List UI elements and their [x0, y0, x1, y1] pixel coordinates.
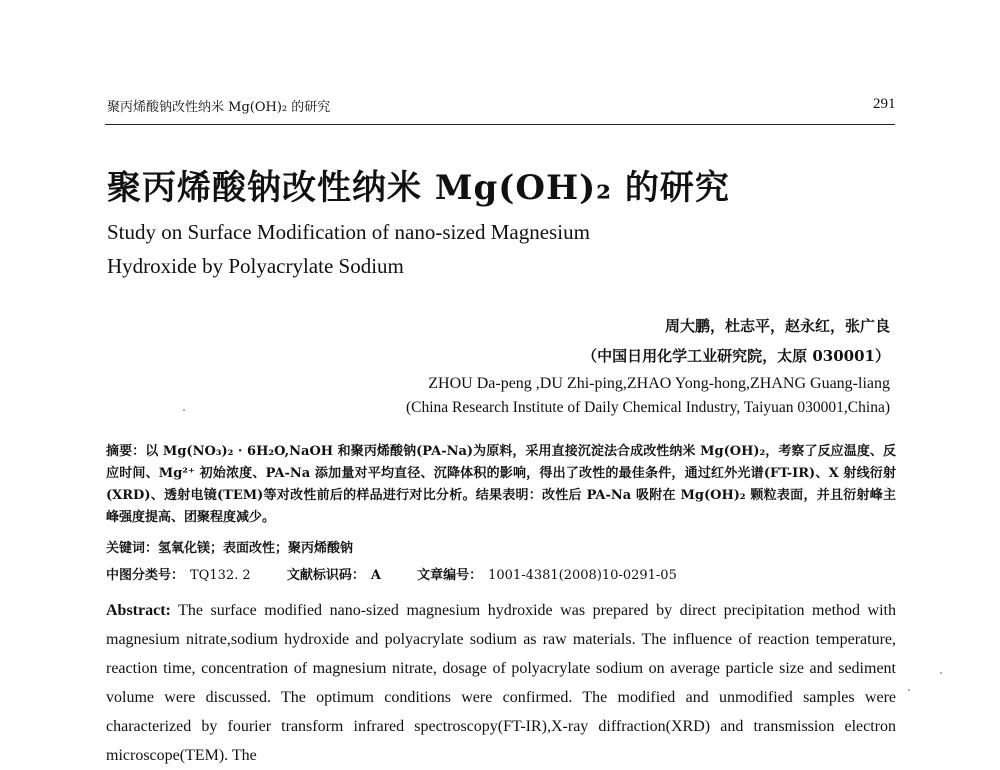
abstract-english-label: Abstract:	[106, 602, 171, 619]
article-number-label: 文章编号：	[417, 568, 483, 583]
abstract-english	[106, 596, 896, 770]
doc-code-value: A	[370, 568, 381, 583]
doc-code-label: 文献标识码：	[286, 568, 365, 583]
keywords-label: 关键词：	[106, 541, 159, 556]
keywords-text: 氢氧化镁；表面改性；聚丙烯酸钠	[158, 541, 354, 556]
keywords-line	[106, 537, 353, 556]
clc-label: 中图分类号：	[106, 568, 185, 583]
title-english-line2: Hydroxide by Polyacrylate Sodium	[107, 254, 404, 278]
scan-speck	[183, 409, 185, 411]
abstract-chinese-label: 摘要：	[106, 444, 146, 459]
scan-speck	[908, 689, 910, 691]
abstract-chinese-text: 以 Mg(NO₃)₂ · 6H₂O,NaOH 和聚丙烯酸钠(PA-Na)为原料，采用直接沉淀法合成改性纳米 Mg(OH)₂，考察了反应温度、反应时间、Mg²⁺ 初始浓度、PA-Na 添加量对平均直径、沉降体积的影响，得出了改性的最佳条件，通过红外光谱(FT-IR)、X 射线衍射(XRD)、透射电镜(TEM)等对改性前后的样品进行对比分析。结果表明：改性后 PA-Na 吸附在 Mg(OH)₂ 颗粒表面，并且衍射峰主峰强度提高、团聚程度减少。	[106, 444, 896, 525]
article-number-value: 1001-4381(2008)10-0291-05	[488, 568, 677, 583]
authors-english: ZHOU Da-peng ,DU Zhi-ping,ZHAO Yong-hong,ZHANG Guang-liang	[428, 375, 890, 392]
clc-value: TQ132. 2	[190, 568, 251, 583]
affiliation-chinese: （中国日用化学工业研究院，太原 030001）	[582, 347, 890, 365]
title-chinese: 聚丙烯酸钠改性纳米 Mg(OH)₂ 的研究	[107, 168, 730, 208]
running-header: 聚丙烯酸钠改性纳米 Mg(OH)₂ 的研究	[107, 100, 331, 115]
classification-line	[106, 564, 683, 583]
affiliation-english: (China Research Institute of Daily Chemical Industry, Taiyuan 030001,China)	[405, 399, 890, 416]
scan-speck	[940, 672, 942, 674]
page-number: 291	[873, 96, 896, 112]
authors-chinese: 周大鹏，杜志平，赵永红，张广良	[664, 317, 890, 335]
abstract-chinese	[106, 441, 896, 529]
header-rule	[105, 124, 895, 125]
title-english-line1: Study on Surface Modification of nano-sized Magnesium	[107, 220, 590, 244]
abstract-english-text: The surface modified nano-sized magnesium hydroxide was prepared by direct precipitation method with magnesium nitrate,sodium hydroxide and polyacrylate sodium as raw materials. The influence of reaction temperature, reaction time, concentration of magnesium nitrate, dosage of polyacrylate sodium on average particle size and sediment volume were discussed. The optimum conditions were confirmed. The modified and unmodified samples were characterized by fourier transform infrared spectroscopy(FT-IR),X-ray diffraction(XRD) and transmission electron microscope(TEM). The	[106, 602, 896, 764]
